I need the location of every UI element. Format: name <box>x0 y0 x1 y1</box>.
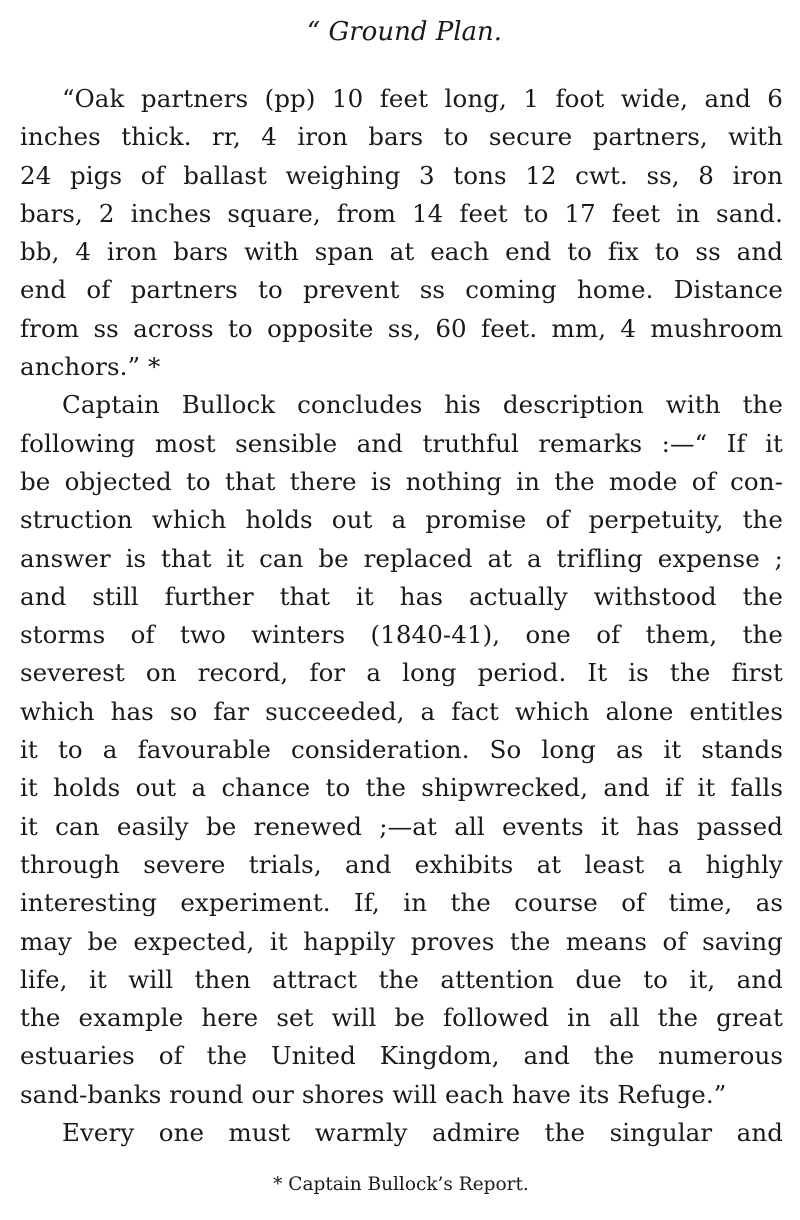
section-heading: “ Ground Plan. <box>306 17 503 47</box>
text-line: estuaries of the United Kingdom, and the numerous <box>20 1041 783 1071</box>
footnote: * Captain Bullock’s Report. <box>273 1174 529 1195</box>
text-line: Every one must warmly admire the singular and <box>62 1118 783 1148</box>
text-line: it holds out a chance to the shipwrecked, and if it falls <box>20 773 783 803</box>
text-line: sand-banks round our shores will each have its Refuge.” <box>20 1079 727 1109</box>
text-line: life, it will then attract the attention due to it, and <box>20 964 783 994</box>
text-line: anchors.” * <box>20 352 161 382</box>
text-line: from ss across to opposite ss, 60 feet. mm, 4 mushroom <box>20 313 783 343</box>
text-line: following most sensible and truthful remarks :—“ If it <box>20 428 783 458</box>
text-line: be objected to that there is nothing in the mode of con- <box>20 466 783 496</box>
text-line: may be expected, it happily proves the means of saving <box>20 926 783 956</box>
text-line: inches thick. rr, 4 iron bars to secure partners, with <box>20 122 783 152</box>
text-line: struction which holds out a promise of perpetuity, the <box>20 505 783 535</box>
text-line: Captain Bullock concludes his description with the <box>62 390 783 420</box>
text-line: it to a favourable consideration. So long as it stands <box>20 735 783 765</box>
text-line: bars, 2 inches square, from 14 feet to 17 feet in sand. <box>20 198 783 228</box>
text-line: interesting experiment. If, in the course of time, as <box>20 888 783 918</box>
text-line: answer is that it can be replaced at a trifling expense ; <box>20 543 783 573</box>
text-line: “Oak partners (pp) 10 feet long, 1 foot wide, and 6 <box>62 84 783 113</box>
document-page <box>20 14 783 1152</box>
text-line: through severe trials, and exhibits at least a highly <box>20 849 783 879</box>
text-line: bb, 4 iron bars with span at each end to fix to ss and <box>20 237 783 267</box>
text-line: 24 pigs of ballast weighing 3 tons 12 cwt. ss, 8 iron <box>20 160 783 190</box>
text-line: it can easily be renewed ;—at all events it has passed <box>20 811 783 841</box>
text-line: and still further that it has actually withstood the <box>20 581 783 611</box>
text-line: end of partners to prevent ss coming home. Distance <box>20 275 783 305</box>
body-text <box>20 80 783 1152</box>
text-line: severest on record, for a long period. It is the first <box>20 658 783 688</box>
text-line: the example here set will be followed in all the great <box>20 1003 783 1033</box>
text-line: storms of two winters (1840-41), one of them, the <box>20 620 783 650</box>
text-line: which has so far succeeded, a fact which alone entitles <box>20 696 783 726</box>
